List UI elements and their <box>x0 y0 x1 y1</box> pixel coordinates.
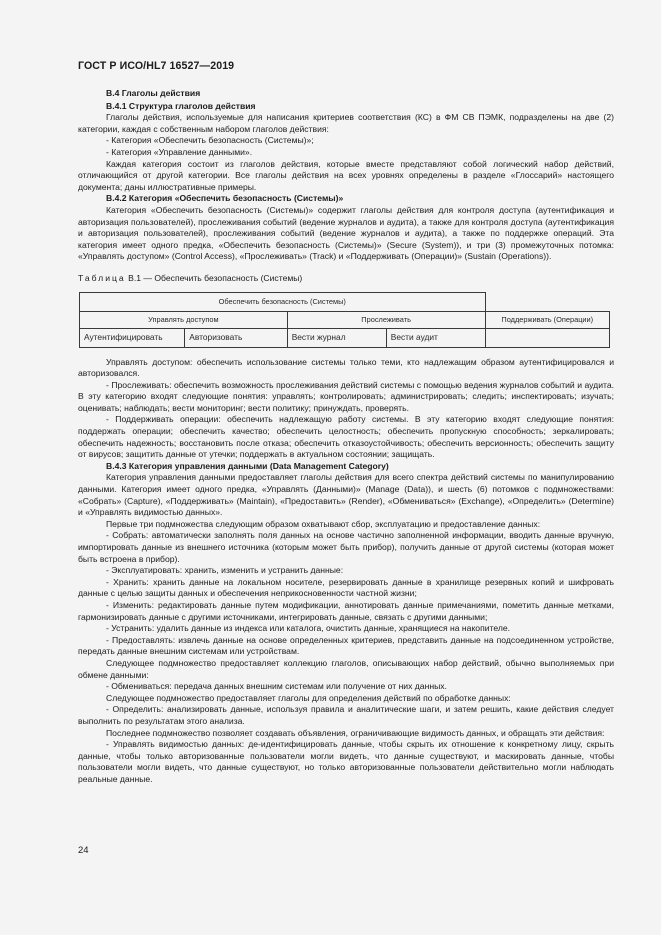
table-root-cell: Обеспечить безопасность (Системы) <box>80 292 486 311</box>
table-leaf-cell: Аутентифицировать <box>80 328 185 347</box>
table-leaf-cell: Вести журнал <box>287 328 386 347</box>
paragraph: - Хранить: хранить данные на локальном носителе, резервировать данные в хранилище резервных копий и шифровать данные с целью защиты данных и обеспечения неприкосновенности частной жизни; <box>78 576 614 599</box>
paragraph: - Устранить: удалить данные из индекса или каталога, очистить данные, хранящиеся на накопителе. <box>106 623 511 634</box>
paragraph: - Поддерживать операции: обеспечить надлежащую работу системы. В эту категорию входят следующие понятия: поддержать операции; обеспечить качество; обеспечить целостность; обеспечить пропускную способность; зеркалировать; обеспечить надежность; восстановить после отказа; обеспечить отказоустойчивость; обеспечить версионность; обеспечить защиту от вирусов; защитить данные от утечки; поддержать в актуальном состоянии; защищать. <box>78 414 614 460</box>
paragraph: - Собрать: автоматически заполнять поля данных на основе частично заполненной информации, вводить данные вручную, импортировать данные из внешнего источника (которым может быть прибор), получить данные от другой системы (которая может быть встроена в прибор). <box>78 530 614 564</box>
section-b43-title: В.4.3 Категория управления данными (Data Management Category) <box>106 460 389 471</box>
table-group-cell: Поддерживать (Операции) <box>485 311 609 328</box>
page-number: 24 <box>78 845 89 856</box>
paragraph: - Изменить: редактировать данные путем модификации, аннотировать данные примечаниями, пометить данные метками, гармонизировать данные с другими источниками, интегрировать данные, связать с другими данными; <box>78 599 614 622</box>
paragraph: Последнее подмножество позволяет создавать объявления, ограничивающие видимость данных, и обращать эти действия: <box>106 727 605 738</box>
section-b42-title: В.4.2 Категория «Обеспечить безопасность (Системы)» <box>106 193 344 204</box>
table-caption-label: Таблица <box>78 272 126 283</box>
paragraph: - Определить: анализировать данные, используя правила и аналитические шаги, и затем решить, какие действия следует выполнить по результатам этого анализа. <box>78 704 614 726</box>
table-group-cell: Управлять доступом <box>80 311 288 328</box>
paragraph: Следующее подмножество предоставляет коллекцию глаголов, описывающих набор действий, обычно выполняемых при обмене данными: <box>78 657 614 680</box>
security-verbs-table <box>79 292 610 348</box>
paragraph: Следующее подмножество предоставляет глаголы для определения действий по обработке данных: <box>106 692 511 703</box>
table-leaf-cell: Авторизовать <box>185 328 287 347</box>
paragraph: - Предоставлять: извлечь данные на основе определенных критериев, представить данные на подсоединенном устройстве, передать данные внешним системам или устройствам. <box>78 634 614 657</box>
list-item: - Категория «Управление данными». <box>106 146 253 157</box>
list-item: - Категория «Обеспечить безопасность (Системы)»; <box>106 135 314 146</box>
document-header: ГОСТ Р ИСО/HL7 16527—2019 <box>78 60 235 72</box>
paragraph: Категория управления данными предоставляет глаголы действия для всего спектра действий системы по манипулированию данными. Категория имеет одного предка, «Управлять (Данными)» (Manage (Data)), и шесть (6) потомков с подмножествами: «Собрать» (Capture), «Поддерживать» (Maintain), «Предоставить» (Render), «Обмениваться» (Exchange), «Определить» (Determine) и «Управлять видимостью данных». <box>78 472 614 518</box>
section-b41-title: В.4.1 Структура глаголов действия <box>106 100 256 111</box>
table-caption <box>78 273 614 285</box>
paragraph: - Обмениваться: передача данных внешним системам или получение от них данных. <box>106 681 447 692</box>
paragraph: Категория «Обеспечить безопасность (Системы)» содержит глаголы действия для контроля доступа (аутентификация и авторизация пользователей), прослеживания событий (ведение журналов и аудита), а также для контроля доступа (аутентификация и авторизация пользователей), прослеживания событий (ведение журналов и аудита), а также по поддержке операций. Эта категория имеет одного предка, «Обеспечить безопасность (Системы)» (Secure (System)), и три (3) промежуточных потомка: «Управлять доступом» (Control Access), «Прослеживать» (Track) и «Поддерживать (Операции)» (Sustain (Operations)). <box>78 204 614 262</box>
paragraph: Управлять доступом: обеспечить использование системы только теми, кто надлежащим образом аутентифицировался и авторизовался. <box>78 356 614 379</box>
paragraph: Первые три подмножества следующим образом охватывают сбор, эксплуатацию и предоставление данных: <box>106 518 541 529</box>
table-leaf-cell: Вести аудит <box>386 328 485 347</box>
table-caption-text: В.1 — Обеспечить безопасность (Системы) <box>128 272 303 283</box>
paragraph: Каждая категория состоит из глаголов действия, которые вместе представляют собой логический набор действий, отличающийся от другой категории. Все глаголы действия на всех уровнях определены в разделе «Глоссарий» настоящего документа; даны иллюстративные примеры. <box>78 158 614 192</box>
table-group-cell: Прослеживать <box>287 311 485 328</box>
paragraph: Глаголы действия, используемые для написания критериев соответствия (КС) в ФМ СВ ПЭМК, подразделены на две (2) категории, каждая с собственным набором глаголов действия: <box>78 112 614 134</box>
document-body <box>78 88 614 785</box>
table-empty-cell <box>485 328 609 347</box>
paragraph: - Управлять видимостью данных: де-идентифицировать данные, чтобы скрыть их отношение к конкретному лицу, скрыть данные, чтобы только авторизованные пользователи могли видеть, что данные существуют, и маскировать данные, чтобы пользователи могли видеть, что данные существуют, но только авторизованные пользователи действительно могли наблюдать реальные данные. <box>78 739 614 784</box>
paragraph: - Эксплуатировать: хранить, изменить и устранить данные: <box>106 565 344 576</box>
paragraph: - Прослеживать: обеспечить возможность прослеживания действий системы с помощью ведения журналов событий и аудита. В эту категорию входят следующие понятия: управлять; контролировать; администрировать; следить; инспектировать; изучать; оценивать; наблюдать; вести мониторинг; вести политику; принуждать, проверять. <box>78 379 614 413</box>
section-b4-title: В.4 Глаголы действия <box>106 88 201 98</box>
